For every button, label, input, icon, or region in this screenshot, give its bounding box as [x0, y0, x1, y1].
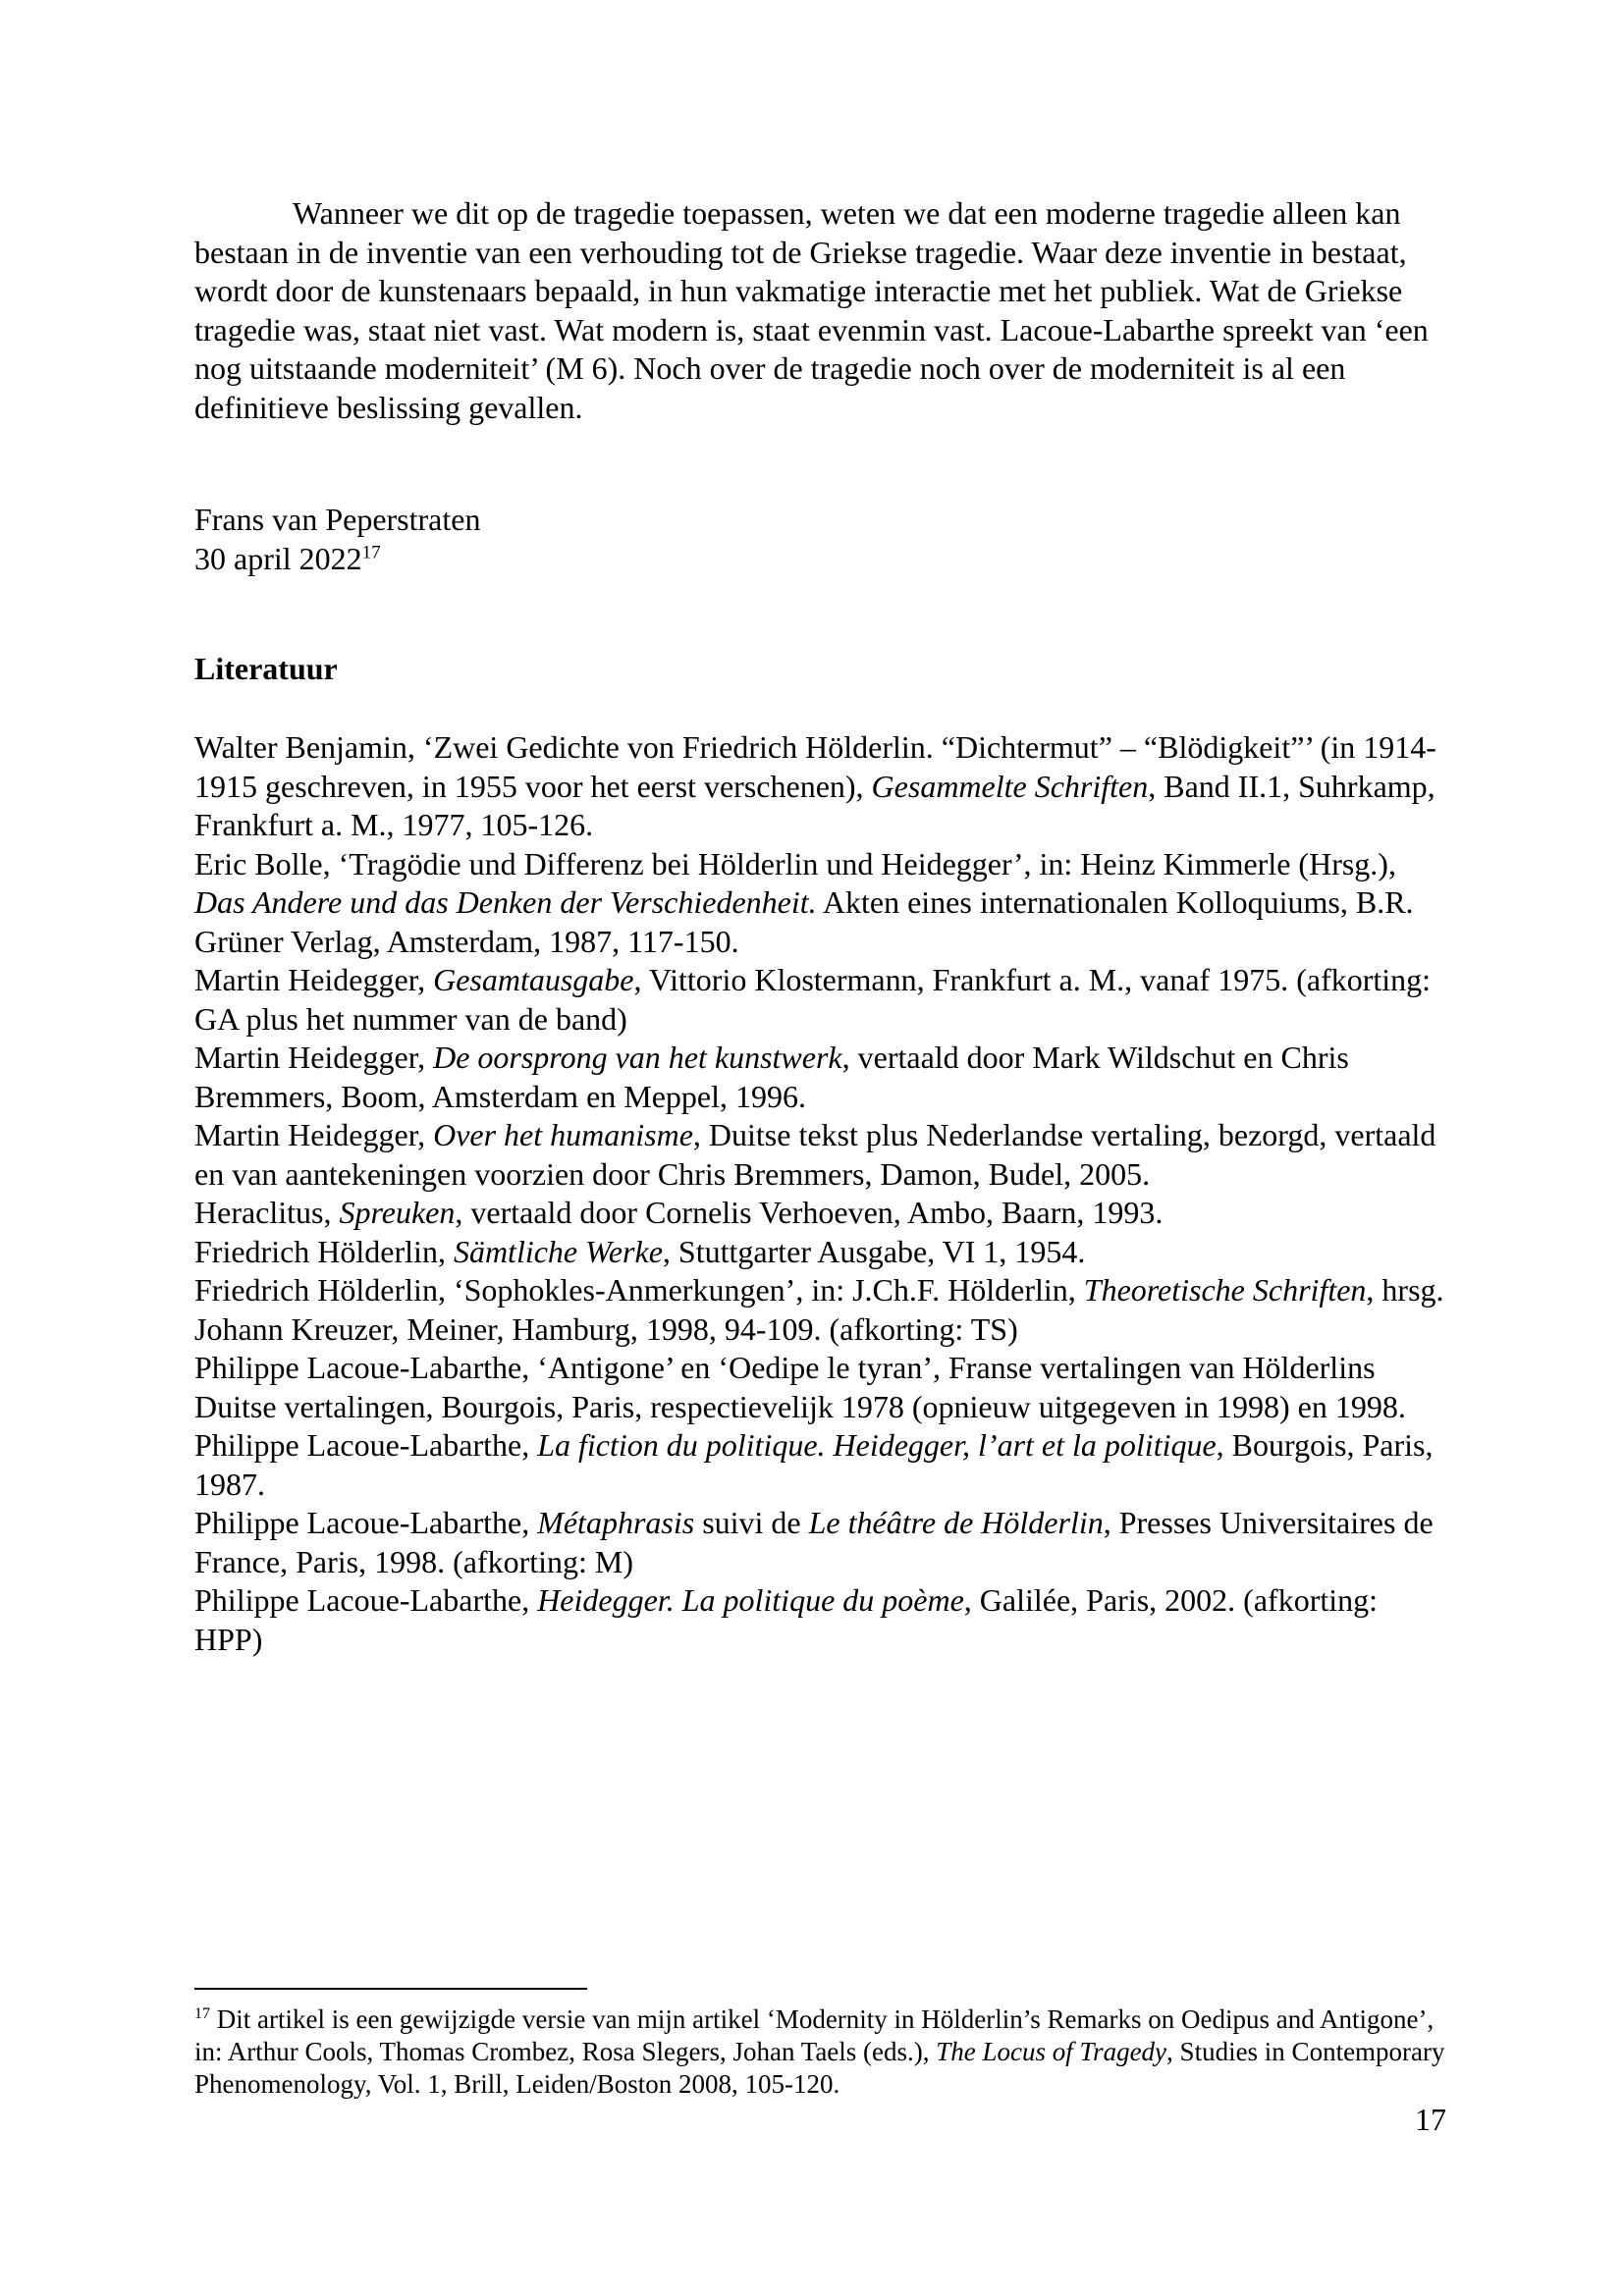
- reference-text: , Stuttgarter Ausgabe, VI 1, 1954.: [662, 1233, 1086, 1269]
- footnote-separator: [194, 1988, 587, 1990]
- reference-entry: [194, 1233, 1446, 1272]
- reference-text: Friedrich Hölderlin, ‘Sophokles-Anmerkungen’, in: J.Ch.F. Hölderlin,: [194, 1272, 1084, 1308]
- footnote: [194, 2003, 1446, 2101]
- reference-text: Walter Benjamin, ‘Zwei Gedichte von Friedrich Hölderlin. “Dichtermut” – “Blödigkeit”’ (in 1914-1915 geschreven, in 1955 voor het eerst verschenen),: [194, 729, 1436, 804]
- reference-text: , vertaald door Cornelis Verhoeven, Ambo, Baarn, 1993.: [455, 1195, 1164, 1230]
- footnote-reference-mark[interactable]: 17: [361, 541, 381, 562]
- reference-title: De oorsprong van het kunstwerk: [433, 1040, 842, 1075]
- reference-list: [194, 728, 1446, 1659]
- body-paragraph-container: [194, 194, 1446, 427]
- reference-text: , Studies in Contemporary Phenomenology, Vol. 1, Brill, Leiden/Boston 2008, 105-120.: [194, 2037, 1445, 2099]
- signature-date: 30 april 2022: [194, 540, 362, 576]
- reference-entry: [194, 1581, 1446, 1659]
- signature-date-line: [194, 540, 1446, 579]
- literature-heading: Literatuur: [194, 651, 338, 686]
- reference-entry: [194, 1194, 1446, 1233]
- reference-entry: [194, 728, 1446, 845]
- reference-text: , vertaald door Mark Wildschut en Chris Bremmers, Boom, Amsterdam en Meppel, 1996.: [194, 1040, 1349, 1114]
- reference-text: Martin Heidegger,: [194, 962, 434, 997]
- reference-title: Métaphrasis: [537, 1505, 695, 1540]
- reference-text: Philippe Lacoue-Labarthe,: [194, 1505, 538, 1540]
- reference-text: , Presses Universitaires de France, Paris, 1998. (afkorting: M): [194, 1505, 1434, 1579]
- reference-title: Spreuken: [339, 1195, 456, 1230]
- reference-entry: [194, 1116, 1446, 1194]
- reference-text: , Band II.1, Suhrkamp, Frankfurt a. M., 1977, 105-126.: [194, 768, 1435, 842]
- reference-text: Philippe Lacoue-Labarthe,: [194, 1427, 538, 1463]
- reference-entry: [194, 1504, 1446, 1581]
- reference-text: Heraclitus,: [194, 1195, 340, 1230]
- signature-block: [194, 501, 1446, 578]
- reference-text: suivi de: [694, 1505, 809, 1540]
- reference-title: La fiction du politique. Heidegger, l’art et la politique: [537, 1427, 1217, 1463]
- reference-title: Gesammelte Schriften: [871, 768, 1149, 804]
- reference-entry: [194, 845, 1446, 962]
- reference-text: Martin Heidegger,: [194, 1040, 434, 1075]
- reference-title: Le théâtre de Hölderlin: [808, 1505, 1104, 1540]
- body-paragraph: Wanneer we dit op de tragedie toepassen, weten we dat een moderne tragedie alleen kan bestaan in de inventie van een verhouding tot de Griekse tragedie. Waar deze inventie in bestaat, wordt door de kunstenaars bepaald, in hun vakmatige interactie met het publiek. Wat de Griekse tragedie was, staat niet vast. Wat modern is, staat evenmin vast. Lacoue-Labarthe spreekt van ‘een nog uitstaande moderniteit’ (M 6). Noch over de tragedie noch over de moderniteit is al een definitieve beslissing gevallen.: [194, 195, 1429, 425]
- reference-text: Friedrich Hölderlin,: [194, 1233, 454, 1269]
- reference-entry: [194, 1039, 1446, 1116]
- reference-text: , hrsg. Johann Kreuzer, Meiner, Hamburg, 1998, 94-109. (afkorting: TS): [194, 1272, 1444, 1347]
- page-number: 17: [1415, 2102, 1446, 2137]
- reference-entry: [194, 1271, 1446, 1349]
- reference-title: Heidegger. La politique du poème: [537, 1582, 964, 1618]
- reference-title: Theoretische Schriften: [1083, 1272, 1367, 1308]
- reference-title: Sämtliche Werke: [453, 1233, 663, 1269]
- reference-text: , Vittorio Klostermann, Frankfurt a. M., vanaf 1975. (afkorting: GA plus het nummer van de band): [194, 962, 1432, 1037]
- reference-text: Eric Bolle, ‘Tragödie und Differenz bei Hölderlin und Heidegger’, in: Heinz Kimmerle (Hrsg.),: [194, 845, 1396, 881]
- reference-text: Philippe Lacoue-Labarthe,: [194, 1582, 538, 1618]
- reference-title: The Locus of Tragedy: [936, 2037, 1167, 2066]
- reference-text: Philippe Lacoue-Labarthe, ‘Antigone’ en ‘Oedipe le tyran’, Franse vertalingen van Hölderlins Duitse vertalingen, Bourgois, Paris, respectievelijk 1978 (opnieuw uitgegeven in 1998) en 1998.: [194, 1350, 1406, 1424]
- reference-entry: [194, 961, 1446, 1039]
- reference-text: , Galilée, Paris, 2002. (afkorting: HPP): [194, 1582, 1379, 1657]
- reference-title: Das Andere und das Denken der Verschiedenheit.: [194, 884, 817, 920]
- reference-text: Dit artikel is een gewijzigde versie van mijn artikel ‘Modernity in Hölderlin’s Remarks on Oedipus and Antigone’, in: Arthur Cools, Thomas Crombez, Rosa Slegers, Johan Taels (eds.),: [194, 2004, 1435, 2066]
- signature-author: Frans van Peperstraten: [194, 502, 481, 537]
- reference-text: Martin Heidegger,: [194, 1117, 434, 1152]
- reference-text: , Duitse tekst plus Nederlandse vertaling, bezorgd, vertaald en van aantekeningen voorzien door Chris Bremmers, Damon, Budel, 2005.: [194, 1117, 1436, 1192]
- footnote-mark: 17: [194, 2005, 210, 2022]
- reference-title: Gesamtausgabe: [433, 962, 634, 997]
- reference-entry: [194, 1426, 1446, 1504]
- reference-entry: [194, 1349, 1446, 1426]
- reference-text: , Bourgois, Paris, 1987.: [194, 1427, 1434, 1502]
- reference-text: Akten eines internationalen Kolloquiums, B.R. Grüner Verlag, Amsterdam, 1987, 117-150.: [194, 884, 1414, 959]
- reference-title: Over het humanisme: [433, 1117, 693, 1152]
